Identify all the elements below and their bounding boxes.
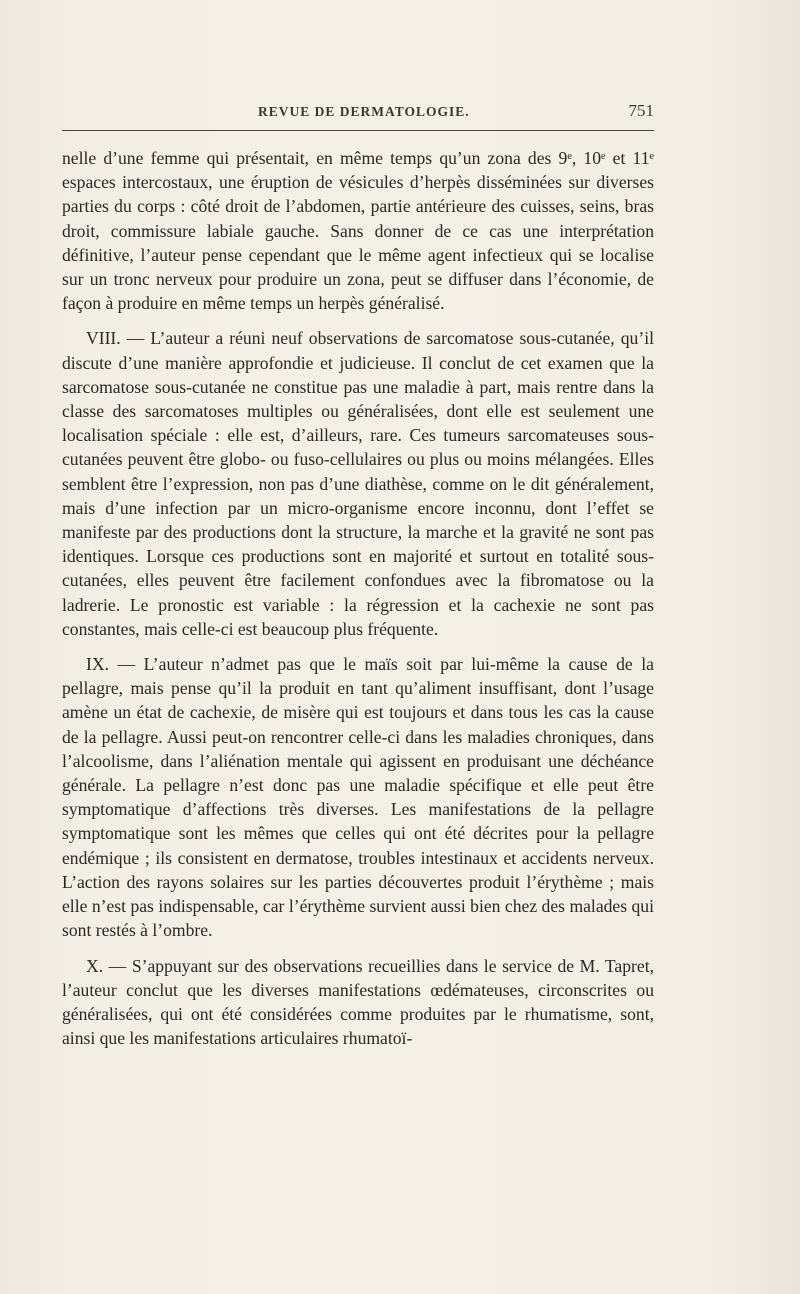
paragraph-ix: IX. — L’auteur n’admet pas que le maïs soit par lui-même la cause de la pellagre, mais pense qu’il la produit en tant qu’aliment insuffisant, dont l’usage amène un état de cachexie, de misère qui est toujours et dans tous les cas la cause de la pellagre. Aussi peut-on rencontrer celle-ci dans les maladies chroniques, dans l’alcoolisme, dans l’aliénation mentale qui agissent en produisant une déchéance générale. La pellagre n’est donc pas une maladie spécifique et elle peut être symptomatique d’affections très diverses. Les manifestations de la pellagre symptomatique sont les mêmes que celles qui ont été décrites pour la pellagre endémique ; ils consistent en dermatose, troubles intestinaux et accidents nerveux. L’action des rayons solaires sur les parties découvertes produit l’érythème ; mais elle n’est pas indispensable, car l’érythème survient aussi bien chez des malades qui sont restés à l’ombre. (62, 654, 654, 941)
body-text (62, 146, 654, 1050)
paragraph-viii: VIII. — L’auteur a réuni neuf observations de sarcomatose sous-cutanée, qu’il discute d’une manière approfondie et judicieuse. Il conclut de cet examen que la sarcomatose sous-cutanée ne constitue pas une maladie à part, mais rentre dans la classe des sarcomatoses multiples ou généralisées, dont elle est seulement une localisation spéciale : elle est, d’ailleurs, rare. Ces tumeurs sarcomateuses sous-cutanées peuvent être globo- ou fuso-cellulaires ou plus ou moins mélangées. Elles semblent être l’expression, non pas d’une diathèse, comme on le dit généralement, mais d’une infection par un micro-organisme encore inconnu, dont l’effet se manifeste par des productions dont la structure, la marche et la gravité ne sont pas identiques. Lorsque ces productions sont en majorité et surtout en totalité sous-cutanées, elles peuvent être facilement confondues avec la fibromatose ou la ladrerie. Le pronostic est variable : la régression et la cachexie ne sont pas constantes, mais celle-ci est beaucoup plus fréquente. (62, 328, 654, 639)
paragraph-continuation: nelle d’une femme qui présentait, en même temps qu’un zona des 9ᵉ, 10ᵉ et 11ᵉ espaces intercostaux, une éruption de vésicules d’herpès disséminées sur diverses parties du corps : côté droit de l’abdomen, partie antérieure des cuisses, seins, bras droit, commissure labiale gauche. Sans donner de ce cas une interprétation définitive, l’auteur pense cependant que le même agent infectieux qui se localise sur un tronc nerveux pour produire un zona, peut se diffuser dans l’économie, de façon à produire en même temps un herpès généralisé. (62, 148, 654, 314)
page-number: 751 (628, 101, 654, 120)
paragraph-x: X. — S’appuyant sur des observations recueillies dans le service de M. Tapret, l’auteur conclut que les diverses manifestations œdémateuses, circonscrites ou généralisées, qui ont été considérées comme produites par le rhumatisme, sont, ainsi que les manifestations articulaires rhumatoï- (62, 955, 654, 1049)
running-title: REVUE DE DERMATOLOGIE. (258, 104, 470, 119)
header-rule (62, 130, 654, 131)
page-header (62, 101, 654, 123)
